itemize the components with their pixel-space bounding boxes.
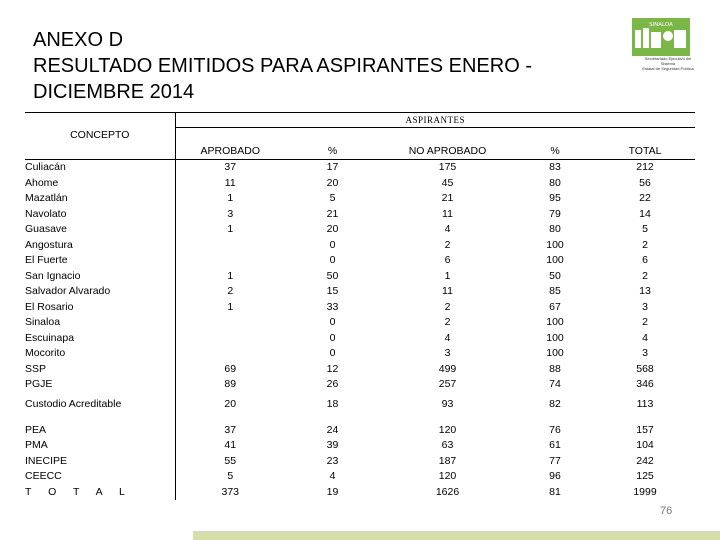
table-row — [25, 207, 695, 223]
cell-no-aprobado: 257 — [438, 378, 457, 390]
cell-aprobado: 89 — [224, 378, 237, 390]
table-row — [25, 222, 695, 238]
cell-pct1: 20 — [326, 176, 339, 189]
row-name: El Fuerte — [25, 253, 175, 269]
group-header-aspirantes: ASPIRANTES — [175, 113, 695, 128]
cell-aprobado: 1 — [227, 192, 234, 204]
cell-pct2: 76 — [549, 423, 561, 436]
table-row — [25, 253, 695, 269]
table-row — [25, 393, 695, 415]
table-row — [25, 238, 695, 254]
cell-aprobado — [175, 346, 285, 362]
cell-total: 104 — [636, 439, 654, 451]
col-header-pct-aprobado: % — [327, 145, 338, 157]
cell-pct2: 82 — [549, 397, 561, 410]
row-name: Custodio Acreditable — [25, 393, 175, 415]
cell-pct2: 61 — [549, 439, 561, 451]
cell-pct2: 100 — [546, 347, 564, 359]
cell-no-aprobado: 2 — [444, 300, 451, 313]
table-row — [25, 377, 695, 393]
cell-total: 3 — [642, 300, 648, 313]
total-label: T O T A L — [25, 485, 175, 501]
cell-pct1: 17 — [285, 160, 380, 176]
page-title — [33, 27, 643, 105]
cell-aprobado — [175, 331, 285, 347]
table-row — [25, 454, 695, 470]
table-row — [25, 284, 695, 300]
table-row — [25, 346, 695, 362]
cell-pct2: 79 — [549, 207, 561, 220]
cell-total: 125 — [636, 470, 654, 482]
cell-no-aprobado: 2 — [444, 316, 451, 328]
cell-total: 2 — [642, 316, 648, 328]
cell-no-aprobado: 1 — [444, 269, 451, 282]
cell-pct1: 0 — [329, 238, 336, 251]
cell-no-aprobado: 6 — [444, 254, 451, 266]
logo-subtitle: Secretariado Ejecutivo del Sistema Estatal de Seguridad Pública — [642, 56, 694, 71]
cell-total: 14 — [639, 207, 651, 220]
row-name: Guasave — [25, 222, 175, 238]
table-row — [25, 160, 695, 176]
col-header-pct-no-aprobado: % — [550, 145, 560, 157]
cell-no-aprobado: 120 — [438, 423, 457, 436]
cell-pct2: 100 — [546, 254, 564, 266]
col-header-no-aprobado: NO APROBADO — [408, 145, 487, 157]
cell-pct2: 67 — [549, 300, 561, 313]
row-name: SSP — [25, 362, 175, 378]
cell-pct1: 24 — [326, 423, 339, 436]
cell-aprobado: 55 — [224, 454, 237, 467]
cell-pct1: 19 — [326, 485, 339, 498]
cell-pct1: 0 — [329, 254, 336, 266]
cell-pct1: 23 — [326, 454, 339, 467]
title-line-1: ANEXO D — [33, 29, 124, 51]
table-row — [25, 176, 695, 192]
col-header-aprobado: APROBADO — [200, 145, 260, 157]
bottom-accent-bar — [193, 531, 720, 540]
row-name: CEECC — [25, 469, 175, 485]
row-name: Navolato — [25, 207, 175, 223]
cell-aprobado: 1 — [227, 300, 234, 313]
cell-pct1: 5 — [329, 192, 336, 204]
row-name: San Ignacio — [25, 269, 175, 285]
row-name: Salvador Alvarado — [25, 284, 175, 300]
cell-pct2: 96 — [549, 470, 561, 482]
cell-no-aprobado: 63 — [441, 439, 454, 451]
cell-pct2: 100 — [546, 331, 564, 344]
cell-no-aprobado: 45 — [441, 176, 454, 189]
cell-aprobado: 20 — [224, 397, 237, 410]
row-name: Culiacán — [25, 160, 175, 176]
cell-no-aprobado: 11 — [442, 207, 453, 220]
cell-pct2: 81 — [549, 485, 561, 498]
concept-header: CONCEPTO — [25, 128, 175, 144]
cell-pct2: 88 — [549, 362, 561, 375]
cell-aprobado: 37 — [224, 423, 237, 436]
cell-pct1: 20 — [326, 223, 339, 235]
cell-pct1: 50 — [326, 269, 339, 282]
page-number: 76 — [660, 505, 673, 517]
cell-no-aprobado: 3 — [444, 347, 451, 359]
cell-no-aprobado: 4 — [444, 331, 451, 344]
cell-aprobado: 3 — [227, 207, 234, 220]
cell-aprobado: 1 — [227, 269, 234, 282]
cell-no-aprobado: 499 — [438, 362, 457, 375]
cell-no-aprobado: 11 — [442, 285, 453, 297]
cell-pct1: 33 — [326, 300, 339, 313]
table-row — [25, 269, 695, 285]
cell-no-aprobado: 21 — [441, 192, 454, 204]
row-name: PGJE — [25, 377, 175, 393]
cell-pct2: 95 — [549, 192, 561, 204]
table-row — [25, 438, 695, 454]
cell-pct2: 80 — [549, 176, 561, 189]
cell-aprobado: 11 — [224, 176, 236, 189]
cell-total: 56 — [639, 176, 651, 189]
row-name: Sinaloa — [25, 315, 175, 331]
cell-total: 1999 — [633, 485, 657, 498]
cell-no-aprobado: 1626 — [435, 485, 460, 498]
cell-pct1: 4 — [329, 470, 336, 482]
header-row-group — [25, 113, 695, 128]
cell-total: 2 — [642, 238, 648, 251]
cell-total: 568 — [636, 362, 654, 375]
table-row — [25, 469, 695, 485]
col-header-total: TOTAL — [628, 145, 662, 157]
cell-total: 5 — [642, 223, 648, 235]
title-line-2: RESULTADO EMITIDOS PARA ASPIRANTES ENERO - — [33, 55, 532, 77]
table-row — [25, 315, 695, 331]
title-line-3: DICIEMBRE 2014 — [33, 81, 195, 103]
cell-no-aprobado: 120 — [438, 470, 457, 482]
cell-aprobado: 373 — [221, 485, 240, 498]
cell-total: 212 — [595, 160, 695, 176]
cell-total: 3 — [642, 347, 648, 359]
cell-pct2: 80 — [549, 223, 561, 235]
header-row-concept — [25, 128, 695, 144]
row-name: Mazatlán — [25, 191, 175, 207]
table-row — [25, 362, 695, 378]
cell-aprobado — [175, 315, 285, 331]
cell-aprobado: 2 — [227, 285, 234, 297]
cell-total: 4 — [642, 331, 648, 344]
cell-pct1: 18 — [326, 397, 339, 410]
cell-pct2: 83 — [515, 160, 595, 176]
cell-pct1: 15 — [326, 285, 339, 297]
cell-pct1: 39 — [326, 439, 339, 451]
cell-no-aprobado: 2 — [444, 238, 451, 251]
logo-word: SINALOA — [649, 22, 673, 28]
table-row — [25, 331, 695, 347]
results-table — [25, 112, 695, 500]
total-row — [25, 485, 695, 501]
cell-aprobado — [175, 253, 285, 269]
header-row-columns — [25, 143, 695, 160]
row-name: El Rosario — [25, 300, 175, 316]
row-name: INECIPE — [25, 454, 175, 470]
cell-total: 2 — [642, 269, 648, 282]
cell-total: 113 — [636, 397, 654, 410]
cell-pct1: 21 — [326, 207, 339, 220]
cell-pct2: 77 — [549, 454, 561, 467]
row-name: Escuinapa — [25, 331, 175, 347]
cell-pct2: 85 — [549, 285, 561, 297]
table-row — [25, 191, 695, 207]
cell-pct1: 0 — [329, 347, 336, 359]
cell-total: 13 — [639, 285, 651, 297]
cell-pct2: 74 — [549, 378, 561, 390]
cell-pct1: 0 — [329, 316, 336, 328]
row-name: PEA — [25, 423, 175, 439]
cell-no-aprobado: 93 — [441, 397, 454, 410]
row-name: Ahome — [25, 176, 175, 192]
cell-no-aprobado: 175 — [380, 160, 515, 176]
cell-pct1: 26 — [326, 378, 339, 390]
table-row — [25, 300, 695, 316]
cell-pct1: 0 — [329, 331, 336, 344]
cell-aprobado: 1 — [227, 223, 234, 235]
row-name: Angostura — [25, 238, 175, 254]
cell-aprobado: 37 — [175, 160, 285, 176]
cell-total: 346 — [636, 378, 654, 390]
spacer-row — [25, 415, 695, 423]
cell-total: 22 — [639, 192, 651, 204]
cell-total: 157 — [636, 423, 654, 436]
cell-aprobado: 69 — [224, 362, 237, 375]
cell-pct2: 100 — [546, 316, 564, 328]
row-name: Mocorito — [25, 346, 175, 362]
table-row — [25, 423, 695, 439]
cell-no-aprobado: 187 — [438, 454, 457, 467]
cell-pct1: 12 — [326, 362, 339, 375]
cell-total: 242 — [636, 454, 654, 467]
cell-no-aprobado: 4 — [444, 223, 451, 235]
cell-aprobado: 5 — [227, 470, 234, 482]
cell-pct2: 50 — [549, 269, 561, 282]
cell-pct2: 100 — [546, 238, 564, 251]
cell-total: 6 — [642, 254, 648, 266]
cell-aprobado — [175, 238, 285, 254]
cell-aprobado: 41 — [224, 439, 237, 451]
row-name: PMA — [25, 438, 175, 454]
